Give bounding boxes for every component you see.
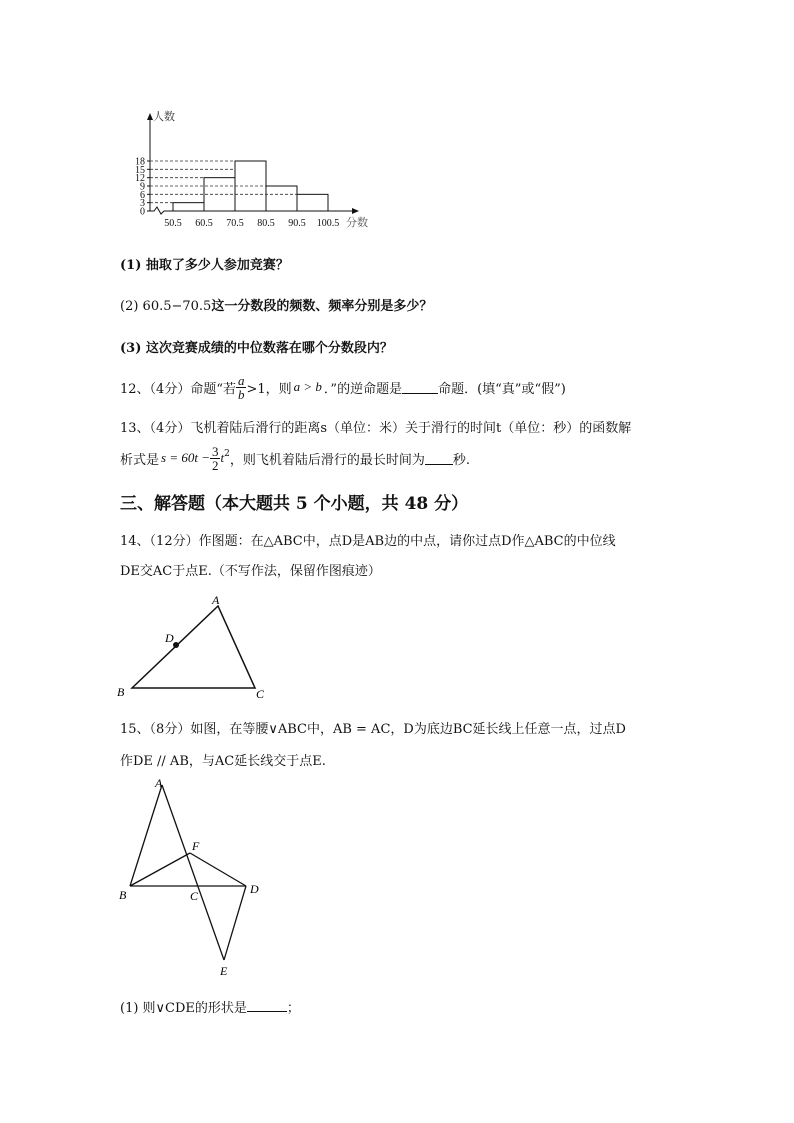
label-d: D [165, 631, 174, 645]
y-tick-label: 9 [140, 181, 145, 193]
label-c: C [256, 687, 265, 701]
x-tick-label: 70.5 [226, 218, 244, 229]
label-a: A [155, 776, 163, 790]
q15-line2: 作DE // AB，与AC延长线交于点E. [120, 754, 326, 769]
q13-prefix: 析式是 [120, 452, 160, 468]
y-tick-label: 6 [140, 189, 145, 201]
q12-prefix: 12、（4分）命题“若 [120, 381, 236, 397]
segment-fd [190, 853, 246, 886]
q13-suffix: 秒. [452, 452, 470, 468]
q11-sub2-text: 这一分数段的频数、频率分别是多少？ [211, 299, 433, 314]
q15-sub1-prefix: (1) 则∨CDE的形状是 [120, 1001, 247, 1016]
y-tick-label: 18 [135, 156, 145, 168]
x-axis-break [150, 207, 164, 214]
q11-sub2-range: (2) 60.5−70.5 [120, 299, 212, 314]
q15-line1: 15、（8分）如图，在等腰∨ABC中，AB = AC，D为底边BC延长线上任意一点，过点D [120, 722, 626, 737]
histogram-chart [118, 108, 388, 233]
x-tick-label: 90.5 [288, 218, 306, 229]
q12-suffix2: 命题．(填“真”或“假”) [438, 381, 566, 397]
label-b: B [119, 888, 127, 902]
q15-sub1-answer-blank[interactable] [247, 999, 287, 1012]
q13-mid: ，则飞机着陆后滑行的最长时间为 [229, 452, 425, 468]
x-tick-label: 50.5 [164, 218, 182, 229]
section-3-heading: 三、解答题（本大题共 5 个小题，共 48 分） [120, 494, 469, 514]
segment-de [224, 886, 246, 960]
q13-line2 [120, 440, 470, 476]
label-d: D [250, 882, 259, 896]
label-c: C [190, 889, 199, 903]
q12-suffix1: ．”的逆命题是 [323, 381, 403, 397]
q13-exponent: 2 [224, 449, 230, 459]
q12-fraction [236, 374, 247, 401]
histogram-bar [266, 186, 297, 211]
point-d-marker [173, 642, 179, 648]
x-tick-label: 100.5 [316, 218, 340, 229]
y-tick-label: 15 [135, 164, 145, 176]
q12-frac-den: b [237, 386, 245, 402]
q15-sub1 [120, 997, 300, 1016]
q11-sub1: (1) 抽取了多少人参加竞赛？ [120, 258, 289, 273]
q13-frac-den: 2 [211, 457, 219, 473]
q15-sub1-suffix: ； [286, 1001, 300, 1016]
q13-formula-rhs: t [220, 450, 225, 465]
y-axis-label: 人数 [153, 111, 175, 123]
y-tick-label: 12 [135, 173, 145, 185]
q12-answer-blank[interactable] [402, 381, 438, 394]
triangle-abc [132, 606, 255, 688]
q12-gt1: >1，则 [246, 381, 292, 397]
y-tick-label: 0 [140, 206, 145, 218]
q13-answer-blank[interactable] [425, 452, 453, 465]
q12-cond: a > b [293, 379, 322, 394]
x-tick-label: 80.5 [257, 218, 275, 229]
q12 [120, 372, 566, 402]
y-tick-label: 3 [140, 198, 145, 210]
q14-line1: 14、（12分）作图题：在△ABC中，点D是AB边的中点，请你过点D作△ABC的中位线 [120, 534, 616, 549]
x-axis-arrow [352, 208, 359, 214]
segment-ae [162, 785, 224, 960]
q13-fraction [210, 445, 221, 472]
histogram-bar [173, 203, 204, 211]
label-f: F [192, 839, 200, 853]
q11-sub3: (3) 这次竞赛成绩的中位数落在哪个分数段内？ [120, 341, 393, 356]
q15-figure [112, 775, 272, 980]
q12-frac-num: a [237, 372, 245, 388]
histogram-bar [297, 194, 328, 211]
q13-line1: 13、（4分）飞机着陆后滑行的距离s（单位：米）关于滑行的时间t（单位：秒）的函数解 [120, 421, 632, 436]
q14-triangle-figure [115, 590, 275, 705]
label-e: E [220, 964, 228, 978]
q14-line2: DE交AC于点E.（不写作法，保留作图痕迹） [120, 564, 381, 579]
q13-formula-lhs: s = 60t − [161, 450, 210, 465]
q11-sub2 [120, 295, 432, 314]
x-axis-label: 分数 [346, 217, 368, 229]
label-b: B [117, 685, 125, 699]
x-tick-label: 60.5 [195, 218, 213, 229]
label-a: A [212, 593, 220, 607]
q13-frac-num: 3 [211, 443, 219, 459]
